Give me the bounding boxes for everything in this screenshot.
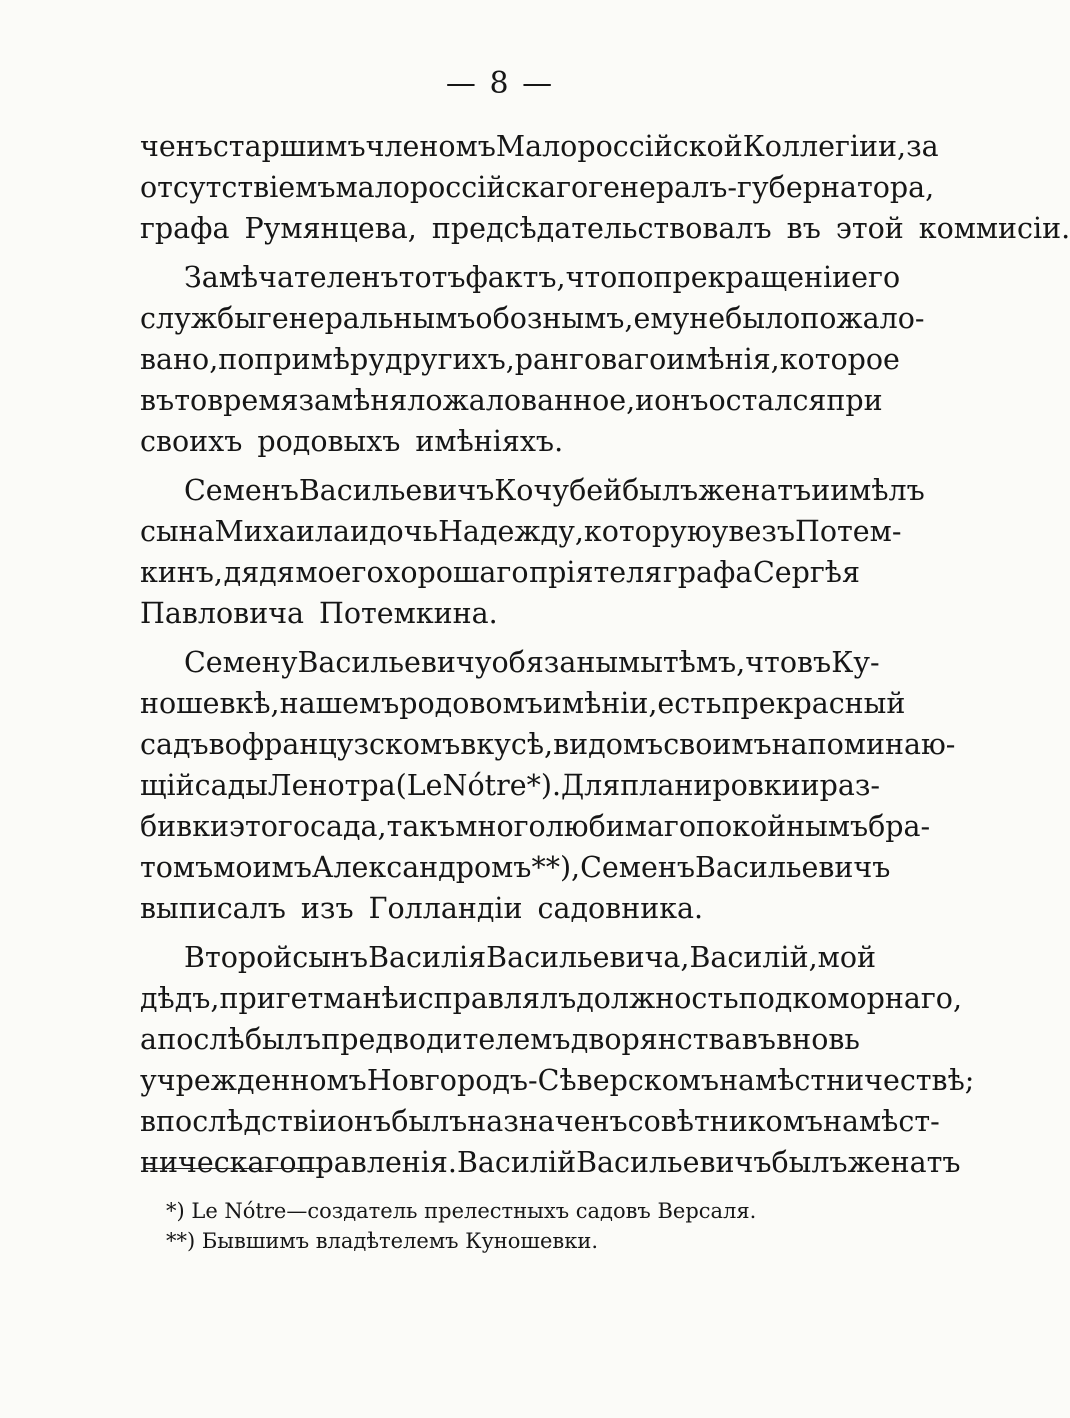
text-line: ченъ старшимъ членомъ Малороссійской Коллегіи и, за xyxy=(140,130,939,163)
text-line: въ то время замѣняло жалованное, и онъ остался при xyxy=(140,384,883,417)
text-line: службы генеральнымъ обознымъ, ему не было пожало- xyxy=(140,302,925,335)
text-line: отсутствіемъ малороссійскаго генералъ - губернатора, xyxy=(140,171,935,204)
footnote: **) Бывшимъ владѣтелемъ Куношевки. xyxy=(166,1229,599,1253)
text-line: Семенъ Васильевичъ Кочубей былъ женатъ и имѣлъ xyxy=(184,474,925,507)
text-line: выписалъ изъ Голландіи садовника. xyxy=(140,892,704,925)
text-line: Второй сынъ Василія Васильевича, Василій, мой xyxy=(184,941,876,974)
text-line: томъ моимъ Александромъ **), Семенъ Васильевичъ xyxy=(140,851,891,884)
text-line: ническаго правленія. Василій Васильевичъ былъ женатъ xyxy=(140,1146,961,1179)
paragraph-gap xyxy=(140,929,860,937)
page-number: — 8 — xyxy=(445,66,555,101)
text-line: щій сады Ленотра (Le Nótre *). Для планировки и раз- xyxy=(140,769,881,802)
text-line: Семену Васильевичу обязаны мы тѣмъ, что въ Ку- xyxy=(184,646,880,679)
paragraph-gap xyxy=(140,462,860,470)
text-line: сына Михаила и дочь Надежду, которую увезъ Потем- xyxy=(140,515,902,548)
text-line: Замѣчателенъ тотъ фактъ, что по прекращеніи его xyxy=(184,261,901,294)
text-line: кинъ, дядя моего хорошаго пріятеля графа Сергѣя xyxy=(140,556,860,589)
text-line: ношевкѣ, нашемъ родовомъ имѣніи, есть прекрасный xyxy=(140,687,906,720)
text-line: бивки этого сада, такъ много любимаго покойнымъ бра- xyxy=(140,810,931,843)
footnote-divider xyxy=(145,1168,323,1169)
text-line: вано, по примѣру другихъ, ранговаго имѣнія, которое xyxy=(140,343,900,376)
footnote: *) Le Nótre—создатель прелестныхъ садовъ Версаля. xyxy=(166,1199,757,1223)
text-line: дѣдъ, при гетманѣ исправлялъ должность подкоморнаго, xyxy=(140,982,963,1015)
paragraph-gap xyxy=(140,634,860,642)
footnotes xyxy=(166,1196,846,1256)
text-line: а послѣ былъ предводителемъ дворянства въ вновь xyxy=(140,1023,860,1056)
text-line: графа Румянцева, предсѣдательствовалъ въ этой коммисіи. xyxy=(140,212,1070,245)
text-line: впослѣдствіи онъ былъ назначенъ совѣтникомъ намѣст- xyxy=(140,1105,940,1138)
text-line: учрежденномъ Новгородъ-Сѣверскомъ намѣстничествѣ; xyxy=(140,1064,975,1097)
body-text xyxy=(140,126,1070,1183)
text-line: своихъ родовыхъ имѣніяхъ. xyxy=(140,425,564,458)
paragraph-gap xyxy=(140,249,860,257)
text-line: Павловича Потемкина. xyxy=(140,597,498,630)
text-line: садъ во французскомъ вкусѣ, видомъ своимъ напоминаю- xyxy=(140,728,956,761)
